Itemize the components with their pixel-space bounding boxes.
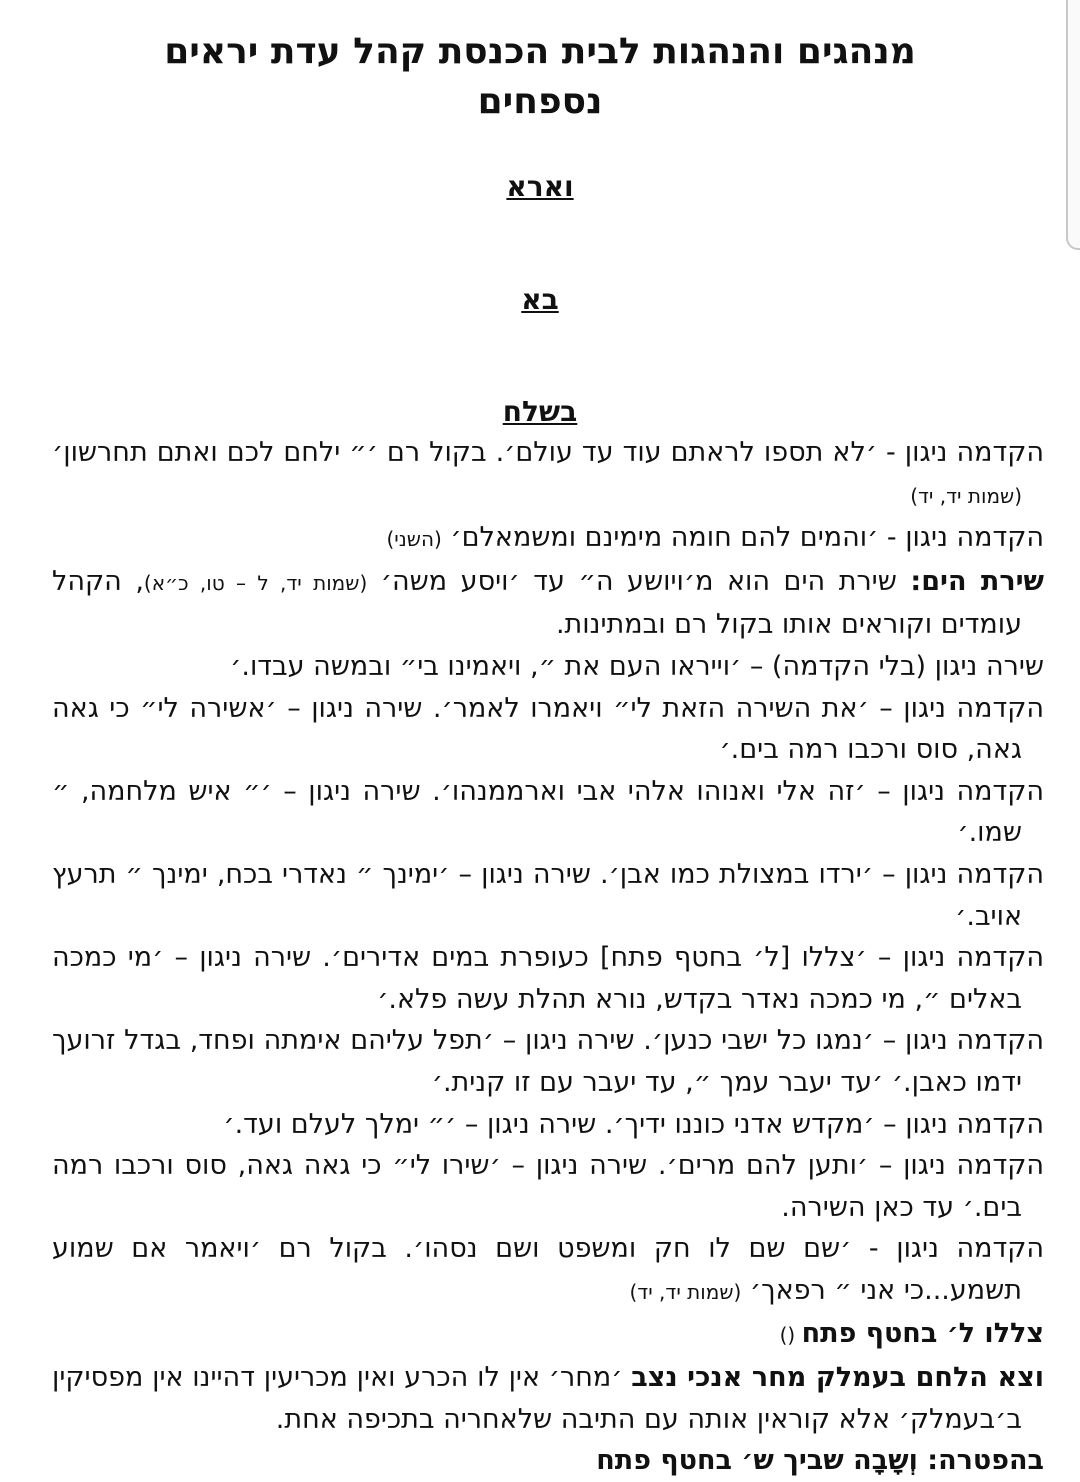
section-heading-beshalach: בשלח	[502, 395, 578, 428]
paragraph	[52, 432, 1044, 517]
paragraph-text: שירה ניגון (בלי הקדמה) – ׳וייראו העם את ״, ויאמינו בי״ ובמשה עבדו.׳	[230, 650, 1044, 682]
citation: (שמות יד, יד)	[629, 1279, 742, 1304]
paragraph	[52, 937, 1044, 1020]
paragraph-text: הקדמה ניגון – ׳מקדש אדני כוננו ידיך׳. שירה ניגון – ׳״ ימלך לעלם ועד.׳	[223, 1108, 1044, 1140]
paragraph	[52, 771, 1044, 854]
paragraph	[52, 646, 1044, 688]
paragraph-text: הקדמה ניגון – ׳את השירה הזאת לי״ ויאמרו לאמר׳. שירה ניגון – ׳אשירה לי״ כי גאה גאה, סוס ורכבו רמה בים.׳	[52, 692, 1044, 766]
paragraph-text: הקדמה ניגון – ׳נמגו כל ישבי כנען׳. שירה ניגון – ׳תפל עליהם אימתה ופחד, בגדל זרועך ידמו כאבן.׳ ׳עד יעבר עמך ״, עד יעבר עם זו קנית.׳	[52, 1025, 1044, 1098]
paragraph-text: הקדמה ניגון – ׳ירדו במצולת כמו אבן׳. שירה ניגון – ׳ימינך ״ נאדרי בכח, ימינך ״ תרעץ אויב.׳	[52, 858, 1044, 932]
document-body	[52, 432, 1044, 1482]
paragraph-label: צללו ל׳ בחטף פתח	[801, 1318, 1044, 1350]
paragraph-text: הקדמה ניגון – ׳צללו [ל׳ בחטף פתח] כעופרת במים אדירים׳. שירה ניגון – ׳מי כמכה באלים ״, מי כמכה נאדר בקדש, נורא תהלת עשה פלא.׳	[52, 942, 1044, 1015]
paragraph	[52, 1020, 1044, 1103]
paragraph-text: הקדמה ניגון - ׳שם שם לו חק ומשפט ושם נסהו׳. בקול רם ׳ויאמר אם שמוע תשמע...כי אני ״ רפאך׳	[52, 1233, 1044, 1306]
citation: (השני)	[386, 527, 442, 552]
paragraph	[52, 1104, 1044, 1146]
document-title: מנהגים והנהגות לבית הכנסת קהל עדת יראים	[164, 31, 916, 72]
paragraph-text: ׳מחר׳ אין לו הכרע ואין מכריעין דהיינו אין מפסיקין ב׳בעמלק׳ אלא קוראין אותה עם התיבה שלאחריה בתכיפה אחת.	[52, 1362, 1022, 1435]
paragraph-text: שירת הים הוא מ׳ויושע ה״ עד ׳ויסע משה׳	[367, 565, 911, 597]
paragraph	[52, 854, 1044, 937]
paragraph-label: שירת הים:	[910, 565, 1044, 597]
paragraph	[52, 1357, 1044, 1440]
paragraph	[52, 1440, 1044, 1482]
paragraph	[52, 1228, 1044, 1313]
paragraph-text: הקדמה ניגון – ׳ותען להם מרים׳. שירה ניגון – ׳שירו לי״ כי גאה גאה, סוס ורכבו רמה בים.׳ עד כאן השירה.	[52, 1150, 1044, 1223]
section-heading-vaera: וארא	[506, 170, 574, 203]
paragraph	[52, 1145, 1044, 1228]
citation: (שמות יד, ל – טו, כ״א)	[143, 570, 368, 595]
paragraph	[52, 561, 1044, 646]
citation: ()	[779, 1323, 802, 1348]
paragraph-text: הקדמה ניגון - ׳והמים להם חומה מימינם ומשמאלם׳	[441, 522, 1044, 554]
paragraph-text: , הקהל עומדים וקוראים אותו בקול רם ובמתינות.	[52, 565, 1022, 641]
paragraph	[52, 688, 1044, 771]
paragraph	[52, 517, 1044, 561]
paragraph	[52, 1313, 1044, 1357]
document-subtitle: נספחים	[477, 81, 603, 122]
paragraph-text: הקדמה ניגון – ׳זה אלי ואנוהו אלהי אבי וארממנהו׳. שירה ניגון – ׳״ איש מלחמה, ״ שמו.׳	[52, 775, 1044, 849]
paragraph-label: וצא הלחם בעמלק מחר אנכי נצב	[631, 1362, 1045, 1394]
paragraph-label: בהפטרה: וְשָבָה שביך ש׳ בחטף פתח	[596, 1445, 1044, 1477]
section-heading-bo: בא	[521, 283, 559, 316]
paragraph-text: הקדמה ניגון - ׳לא תספו לראתם עוד עד עולם׳. בקול רם ׳״ ילחם לכם ואתם תחרשון׳	[52, 437, 1044, 468]
citation: (שמות יד, יד)	[910, 483, 1022, 508]
